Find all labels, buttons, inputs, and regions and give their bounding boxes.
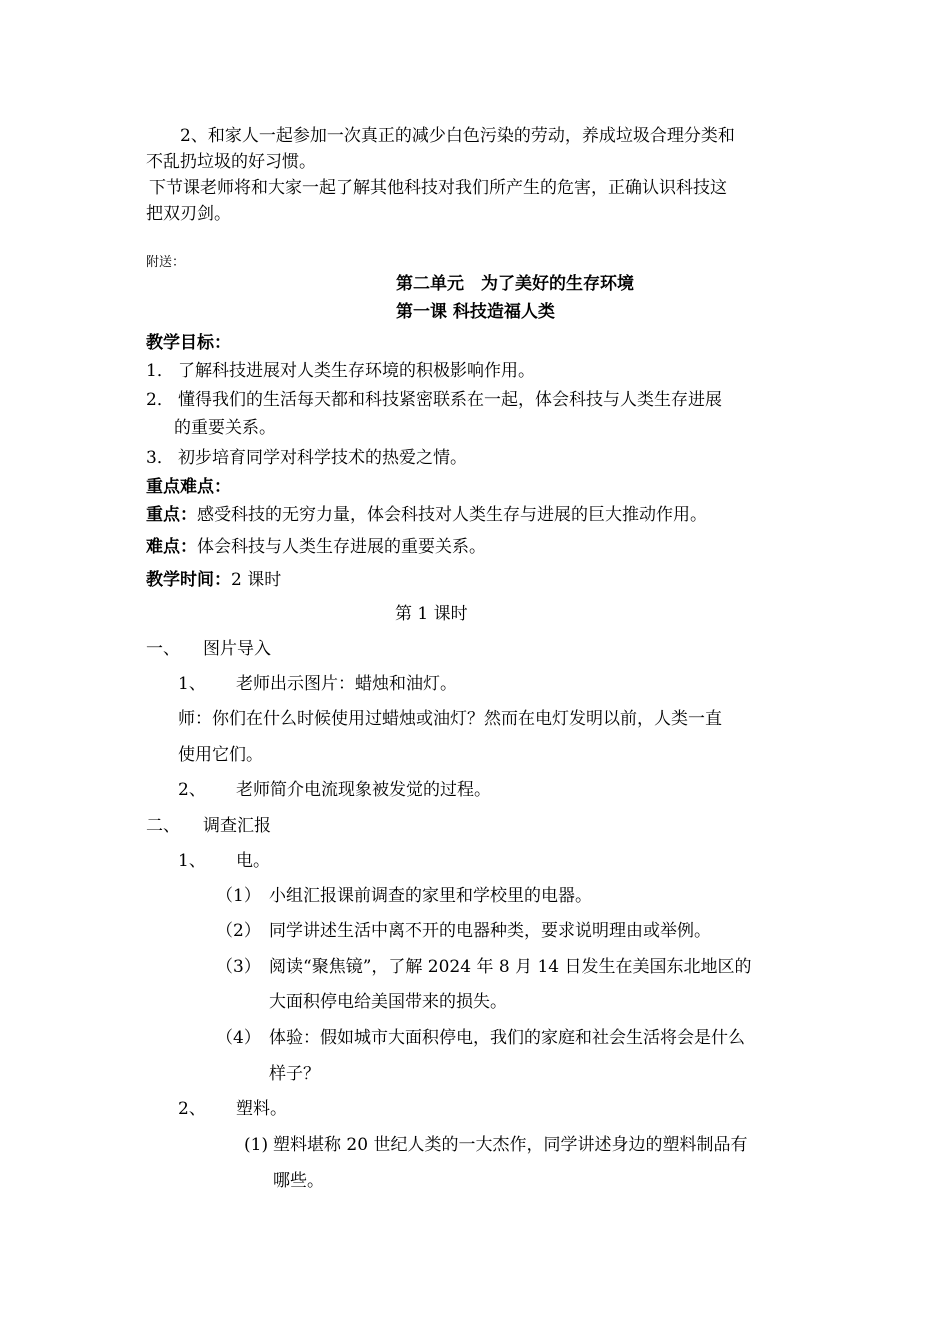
sub-item-1-text: 小组汇报课前调查的家里和学校里的电器。	[269, 886, 592, 906]
section-2-item-2-text: 塑料。	[236, 1099, 287, 1119]
attach-label: 附送：	[146, 255, 186, 270]
intro-line-1: 2、和家人一起参加一次真正的减少白色污染的劳动，养成垃圾合理分类和	[180, 126, 735, 146]
time-line	[146, 569, 281, 591]
sub-item-2-text: 同学讲述生活中离不开的电器种类，要求说明理由或举例。	[269, 921, 711, 941]
sub-item-4-number: （4）	[216, 1028, 261, 1048]
sub-item-4-text: 体验：假如城市大面积停电，我们的家庭和社会生活将会是什么	[269, 1028, 745, 1048]
sub-item-1-number: （1）	[216, 886, 261, 906]
plastic-item-number: (1)	[244, 1135, 269, 1155]
section-2-item-2-number: 2、	[178, 1099, 206, 1119]
section-2-title: 调查汇报	[203, 816, 271, 836]
period-title: 第 1 课时	[395, 604, 468, 624]
goal-3-number: 3．	[146, 448, 174, 468]
goals-heading: 教学目标：	[146, 333, 231, 353]
goal-2-continuation: 的重要关系。	[174, 418, 276, 438]
section-1-item-1-number: 1、	[178, 674, 206, 694]
difficulty-line	[146, 536, 486, 558]
goal-1-text: 了解科技进展对人类生存环境的积极影响作用。	[178, 361, 535, 381]
goal-2-number: 2．	[146, 390, 174, 410]
lesson-title: 第一课 科技造福人类	[396, 302, 555, 322]
goal-2-text: 懂得我们的生活每天都和科技紧密联系在一起，体会科技与人类生存进展	[178, 390, 722, 410]
intro-line-4: 把双刃剑。	[146, 204, 231, 224]
goal-1-number: 1．	[146, 361, 174, 381]
section-2-item-1-number: 1、	[178, 851, 206, 871]
unit-title: 第二单元 为了美好的生存环境	[396, 274, 634, 294]
sub-item-4-continuation: 样子？	[269, 1064, 320, 1084]
difficulty-label: 难点：	[146, 537, 197, 557]
time-value: 2 课时	[231, 570, 282, 590]
plastic-item-text: 塑料堪称 20 世纪人类的一大杰作，同学讲述身边的塑料制品有	[273, 1135, 748, 1155]
section-1-item-2-number: 2、	[178, 780, 206, 800]
sub-item-2-number: （2）	[216, 921, 261, 941]
teacher-line-2: 使用它们。	[178, 745, 263, 765]
sub-item-3-number: （3）	[216, 957, 261, 977]
goal-3-text: 初步培育同学对科学技术的热爱之情。	[178, 448, 467, 468]
section-2-number: 二、	[146, 816, 180, 836]
time-label: 教学时间：	[146, 570, 231, 590]
teacher-line-1: 师：你们在什么时候使用过蜡烛或油灯？然而在电灯发明以前，人类一直	[178, 709, 722, 729]
section-1-item-1-text: 老师出示图片：蜡烛和油灯。	[236, 674, 457, 694]
section-1-number: 一、	[146, 639, 180, 659]
sub-item-3-continuation: 大面积停电给美国带来的损失。	[269, 992, 507, 1012]
focus-line	[146, 504, 707, 526]
section-2-item-1-text: 电。	[236, 851, 270, 871]
focus-label: 重点：	[146, 505, 197, 525]
intro-line-3: 下节课老师将和大家一起了解其他科技对我们所产生的危害，正确认识科技这	[149, 178, 727, 198]
focus-text: 感受科技的无穷力量，体会科技对人类生存与进展的巨大推动作用。	[197, 505, 707, 525]
intro-line-2: 不乱扔垃圾的好习惯。	[146, 152, 316, 172]
section-1-title: 图片导入	[203, 639, 271, 659]
key-points-heading: 重点难点：	[146, 477, 231, 497]
plastic-item-continuation: 哪些。	[273, 1171, 324, 1191]
difficulty-text: 体会科技与人类生存进展的重要关系。	[197, 537, 486, 557]
section-1-item-2-text: 老师简介电流现象被发觉的过程。	[236, 780, 491, 800]
sub-item-3-text: 阅读“聚焦镜”，了解 2024 年 8 月 14 日发生在美国东北地区的	[269, 957, 752, 977]
